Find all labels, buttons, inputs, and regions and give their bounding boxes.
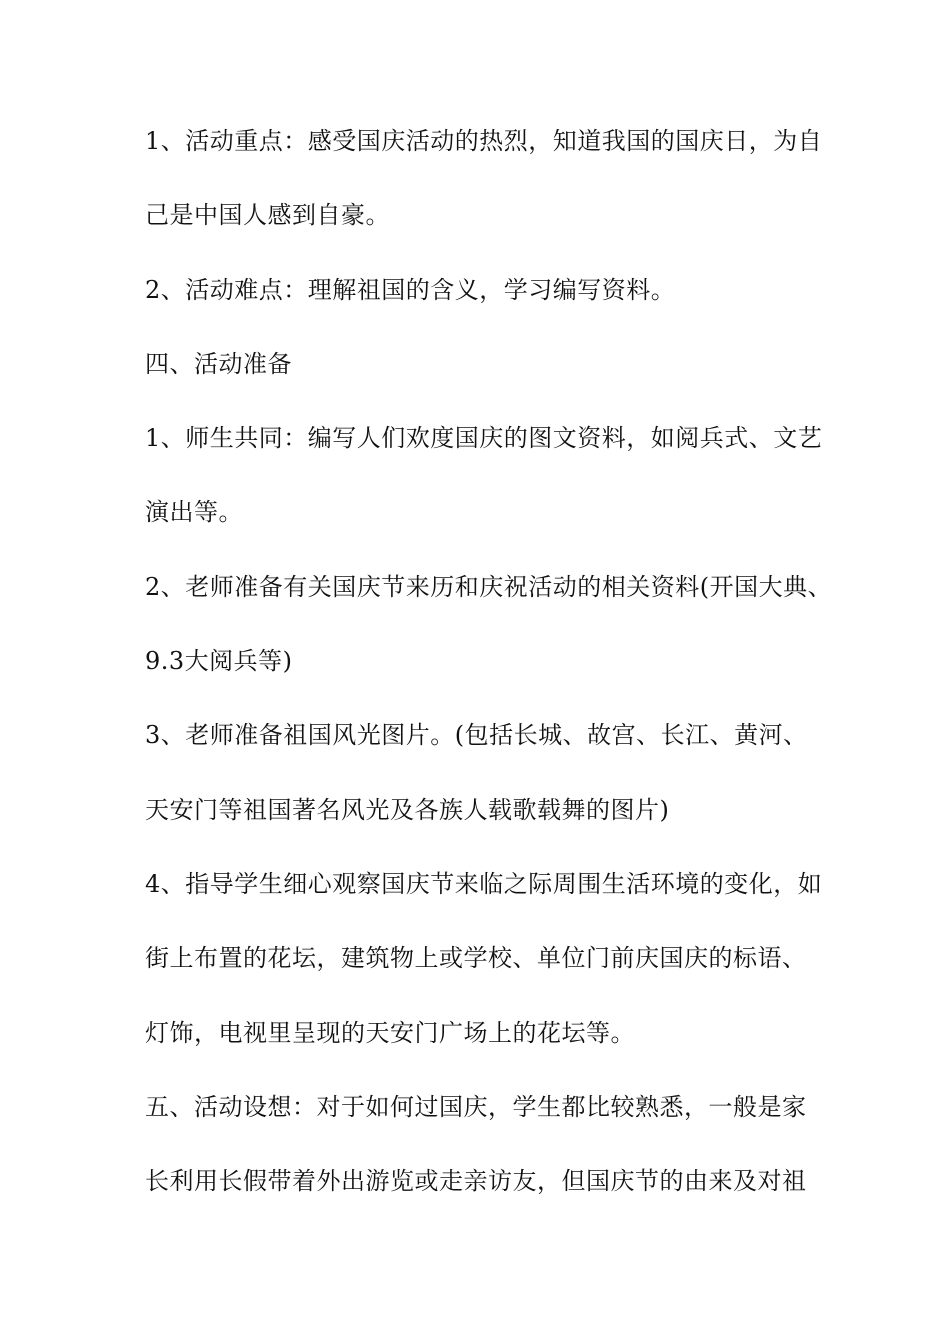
text-line: 2、老师准备有关国庆节来历和庆祝活动的相关资料(开国大典、	[145, 572, 833, 601]
text-line: 街上布置的花坛，建筑物上或学校、单位门前庆国庆的标语、	[145, 944, 807, 973]
section-heading: 四、活动准备	[145, 349, 292, 378]
document-body	[145, 127, 833, 1243]
text-line: 2、活动难点：理解祖国的含义，学习编写资料。	[145, 275, 676, 304]
text-line: 1、师生共同：编写人们欢度国庆的图文资料，如阅兵式、文艺	[145, 424, 823, 453]
text-line: 五、活动设想：对于如何过国庆，学生都比较熟悉，一般是家	[145, 1092, 807, 1121]
text-line: 灯饰，电视里呈现的天安门广场上的花坛等。	[145, 1018, 635, 1047]
text-line: 3、老师准备祖国风光图片。(包括长城、故宫、长江、黄河、	[145, 721, 808, 750]
text-line: 9.3大阅兵等)	[145, 647, 293, 676]
text-line: 演出等。	[145, 498, 243, 527]
text-line: 己是中国人感到自豪。	[145, 201, 390, 230]
text-line: 长利用长假带着外出游览或走亲访友，但国庆节的由来及对祖	[145, 1167, 807, 1196]
text-line: 4、指导学生细心观察国庆节来临之际周围生活环境的变化，如	[145, 869, 823, 898]
text-line: 天安门等祖国著名风光及各族人载歌载舞的图片)	[145, 795, 670, 824]
text-line: 1、活动重点：感受国庆活动的热烈，知道我国的国庆日，为自	[145, 127, 823, 155]
